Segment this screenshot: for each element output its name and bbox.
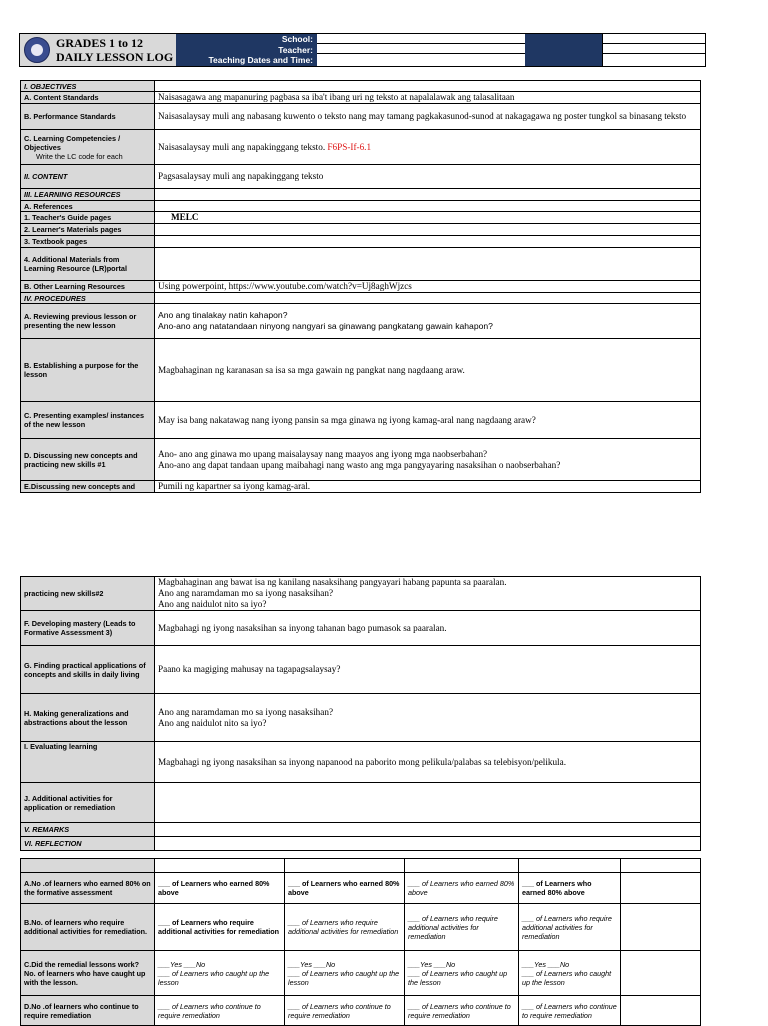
procedure-f-label: F. Developing mastery (Leads to Formative Assessment 3)	[21, 611, 155, 646]
procedure-h-line-2: Ano ang naidulot nito sa iyo?	[158, 717, 267, 728]
procedure-g-label: G. Finding practical applications of concepts and skills in daily living	[21, 646, 155, 694]
procedure-d-line-2: Ano-ano ang dapat tandaan upang maibahagi nang wasto ang mga pangyayaring nasaksihan o naobserbahan?	[158, 459, 561, 470]
procedure-e-cont-line-1: Magbahaginan ang bawat isa ng kanilang nasaksihang pangyayari habang papunta sa paaralan.	[158, 577, 507, 587]
procedure-d-label: D. Discussing new concepts and practicing new skills #1	[21, 439, 155, 481]
reflection-a-col-4: ___ of Learners who earned 80% above	[519, 873, 621, 904]
header-right-1	[603, 34, 706, 44]
procedures-heading: IV. PROCEDURES	[21, 293, 155, 304]
procedure-e-cont-line-3: Ano ang naidulot nito sa iyo?	[158, 599, 267, 609]
school-field[interactable]	[317, 34, 525, 44]
header-right-values	[602, 34, 706, 66]
header-labels	[176, 34, 317, 66]
lc-label-line-1: C. Learning Competencies / Objectives	[24, 133, 121, 152]
procedure-i-label: I. Evaluating learning	[21, 742, 155, 783]
performance-standards-value: Naisasalaysay muli ang nabasang kuwento o teksto nang may tamang pagkakasunod-sunod at nakagagawa ng poster tungkol sa binasang teksto	[155, 104, 701, 130]
learning-competencies-label	[21, 130, 155, 165]
procedure-h-line-1: Ano ang naramdaman mo sa iyong nasaksihan?	[158, 706, 334, 717]
procedure-b-label: B. Establishing a purpose for the lesson	[21, 339, 155, 402]
lesson-table-page-2	[20, 576, 701, 851]
dates-label: Teaching Dates and Time:	[208, 55, 313, 66]
other-resources-value: Using powerpoint, https://www.youtube.com/watch?v=Uj8aghWjzcs	[155, 281, 701, 293]
logo-area	[20, 34, 176, 66]
reflection-table	[20, 858, 701, 1026]
content-value: Pagsasalaysay muli ang napakinggang teksto	[155, 165, 701, 189]
reflection-b-label: B.No. of learners who require additional activities for remediation.	[21, 904, 155, 951]
reflection-d-col-3: ___ of Learners who continue to require remediation	[405, 996, 519, 1026]
reflection-b-col-1: ___ of Learners who require additional activities for remediation	[155, 904, 285, 951]
reflection-c-col-2: ___Yes ___No ___ of Learners who caught up the lesson	[285, 951, 405, 996]
procedure-a-line-1: Ano ang tinalakay natin kahapon?	[158, 310, 288, 320]
textbook-pages-label: 3. Textbook pages	[21, 236, 155, 248]
header-right-2	[603, 44, 706, 54]
procedure-a-line-2: Ano-ano ang natatandaan ninyong nangyari sa ginawang pangkatang gawain kahapon?	[158, 321, 493, 331]
objectives-heading: I. OBJECTIVES	[21, 81, 155, 92]
procedure-e-cont-value	[155, 577, 701, 611]
additional-materials-label: 4. Additional Materials from Learning Resource (LR)portal	[21, 248, 155, 281]
reflection-c-col-4: ___Yes ___No ___ of Learners who caught up the lesson	[519, 951, 621, 996]
log-title	[56, 36, 173, 64]
teacher-field[interactable]	[317, 44, 525, 54]
teachers-guide-label: 1. Teacher's Guide pages	[21, 212, 155, 224]
procedure-d-value	[155, 439, 701, 481]
reflection-a-col-3: ___ of Learners who earned 80% above	[405, 873, 519, 904]
lc-code: F6PS-If-6.1	[327, 141, 372, 152]
reflection-d-col-4: ___ of Learners who continue to require remediation	[519, 996, 621, 1026]
procedure-d-line-1: Ano- ano ang ginawa mo upang maisalaysay nang maayos ang iyong mga naobserbahan?	[158, 448, 488, 459]
reflection-a-label: A.No .of learners who earned 80% on the formative assessment	[21, 873, 155, 904]
teachers-guide-value: MELC	[155, 212, 701, 224]
remarks-heading: V. REMARKS	[21, 823, 155, 837]
procedure-e-cont-line-2: Ano ang naramdaman mo sa iyong nasaksihan?	[158, 588, 334, 598]
reflection-d-label: D.No .of learners who continue to require remediation	[21, 996, 155, 1026]
procedure-e-label: E.Discussing new concepts and	[21, 481, 155, 493]
learners-materials-label: 2. Learner's Materials pages	[21, 224, 155, 236]
reflection-b-col-2: ___ of Learners who require additional activities for remediation	[285, 904, 405, 951]
deped-seal-icon	[24, 37, 50, 63]
dates-field[interactable]	[317, 54, 525, 64]
header-values	[317, 34, 525, 66]
procedure-h-value	[155, 694, 701, 742]
header-dark-cell	[525, 34, 602, 66]
content-standards-value: Naisasagawa ang mapanuring pagbasa sa iba't ibang uri ng teksto at napalalawak ang talasalitaan	[155, 92, 701, 104]
reflection-heading: VI. REFLECTION	[21, 837, 155, 851]
procedure-c-value: May isa bang nakatawag nang iyong pansin sa mga ginawa ng iyong kamag-aral nang nagdaang araw?	[155, 402, 701, 439]
procedure-a-value	[155, 304, 701, 339]
title-line-1: GRADES 1 to 12	[56, 36, 144, 50]
procedure-g-value: Paano ka magiging mahusay na tagapagsalaysay?	[155, 646, 701, 694]
header-right-3	[603, 54, 706, 64]
content-standards-label: A. Content Standards	[21, 92, 155, 104]
content-heading: II. CONTENT	[21, 165, 155, 189]
lc-text: Naisasalaysay muli ang napakinggang teksto.	[158, 141, 326, 152]
reflection-a-col-1: ___ of Learners who earned 80% above	[155, 873, 285, 904]
reflection-c-label: C.Did the remedial lessons work? No. of learners who have caught up with the lesson.	[21, 951, 155, 996]
reflection-c-col-1: ___Yes ___No ___ of Learners who caught up the lesson	[155, 951, 285, 996]
procedure-a-label: A. Reviewing previous lesson or presenting the new lesson	[21, 304, 155, 339]
performance-standards-label: B. Performance Standards	[21, 104, 155, 130]
procedure-i-value: Magbahagi ng iyong nasaksihan sa inyong napanood na paborito mong pelikula/palabas sa telebisyon/pelikula.	[155, 742, 701, 783]
procedure-h-label: H. Making generalizations and abstractions about the lesson	[21, 694, 155, 742]
references-label: A. References	[21, 201, 155, 212]
learning-competencies-value	[155, 130, 701, 165]
reflection-a-col-2: ___ of Learners who earned 80% above	[285, 873, 405, 904]
reflection-b-col-4: ___ of Learners who require additional activities for remediation	[519, 904, 621, 951]
procedure-c-label: C. Presenting examples/ instances of the new lesson	[21, 402, 155, 439]
title-line-2: DAILY LESSON LOG	[56, 50, 174, 64]
lc-label-line-2: Write the LC code for each	[36, 151, 123, 161]
procedure-b-value: Magbahaginan ng karanasan sa isa sa mga gawain ng pangkat nang nagdaang araw.	[155, 339, 701, 402]
procedure-f-value: Magbahagi ng iyong nasaksihan sa inyong tahanan bago pumasok sa paaralan.	[155, 611, 701, 646]
reflection-c-col-3: ___Yes ___No ___ of Learners who caught up the lesson	[405, 951, 519, 996]
procedure-e-value: Pumili ng kapartner sa iyong kamag-aral.	[155, 481, 701, 493]
procedure-j-label: J. Additional activities for application or remediation	[21, 783, 155, 823]
lesson-table-page-1	[20, 80, 701, 493]
other-resources-label: B. Other Learning Resources	[21, 281, 155, 293]
reflection-d-col-1: ___ of Learners who continue to require remediation	[155, 996, 285, 1026]
teacher-label: Teacher:	[278, 44, 313, 55]
header-block	[19, 33, 706, 67]
reflection-b-col-3: ___ of Learners who require additional activities for remediation	[405, 904, 519, 951]
reflection-d-col-2: ___ of Learners who continue to require remediation	[285, 996, 405, 1026]
learning-resources-heading: III. LEARNING RESOURCES	[21, 189, 155, 201]
procedure-e-cont-label: practicing new skills#2	[21, 577, 155, 611]
school-label: School:	[281, 34, 313, 44]
